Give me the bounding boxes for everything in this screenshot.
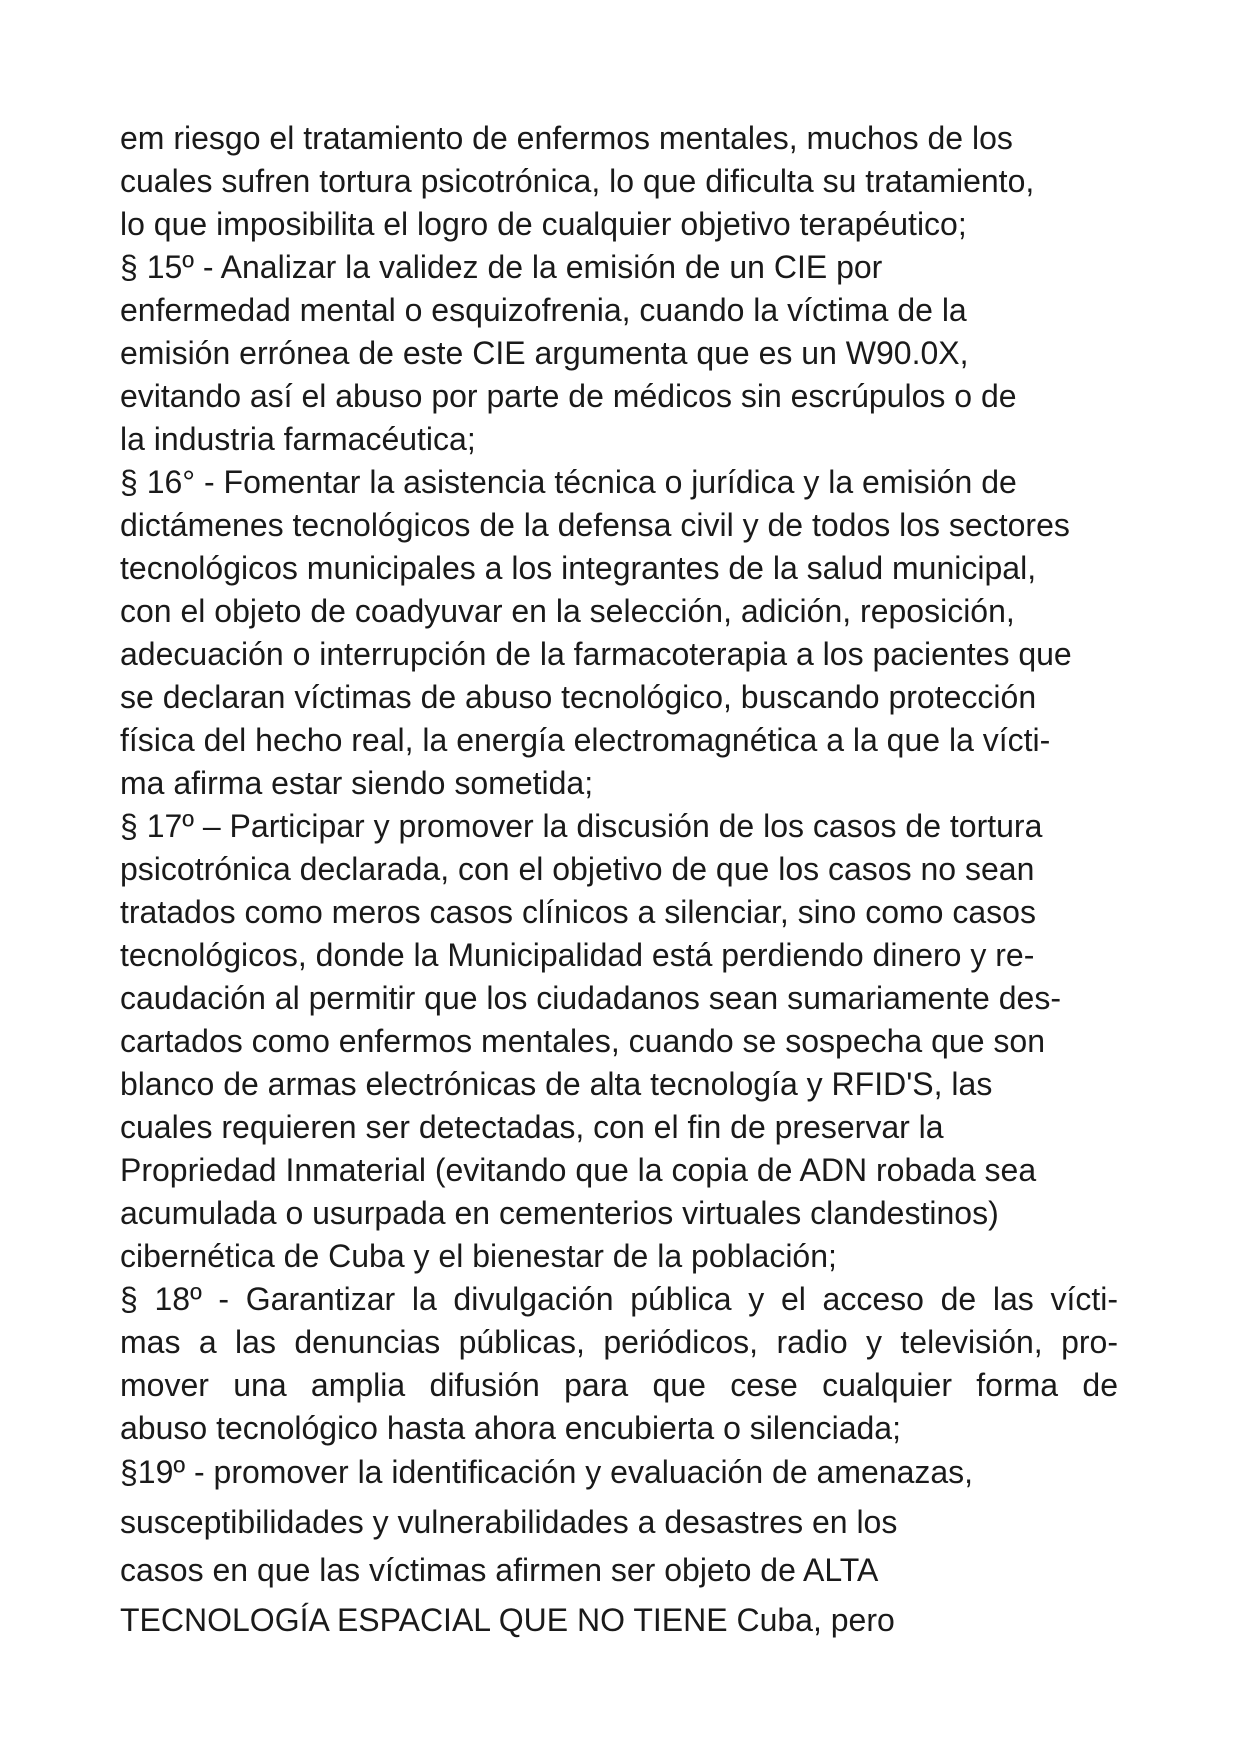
section-19-heading: §19º - promover la identificación y evaluación de amenazas, <box>120 1454 974 1490</box>
text-line: física del hecho real, la energía electromagnética a la que la vícti- <box>120 722 1051 758</box>
text-line: abuso tecnológico hasta ahora encubierta o silenciada; <box>120 1410 901 1446</box>
text-line: tecnológicos municipales a los integrantes de la salud municipal, <box>120 550 1037 586</box>
text-line: TECNOLOGÍA ESPACIAL QUE NO TIENE Cuba, pero <box>120 1602 895 1638</box>
text-line: casos en que las víctimas afirmen ser objeto de ALTA <box>120 1552 879 1588</box>
section-17-heading: § 17º – Participar y promover la discusión de los casos de tortura <box>120 808 1043 844</box>
text-line: con el objeto de coadyuvar en la selección, adición, reposición, <box>120 593 1015 629</box>
text-line: se declaran víctimas de abuso tecnológico, buscando protección <box>120 679 1037 715</box>
text-line: susceptibilidades y vulnerabilidades a desastres en los <box>120 1504 898 1540</box>
text-line: lo que imposibilita el logro de cualquier objetivo terapéutico; <box>120 206 967 242</box>
section-16-heading: § 16° - Fomentar la asistencia técnica o jurídica y la emisión de <box>120 464 1017 500</box>
text-line: evitando así el abuso por parte de médicos sin escrúpulos o de <box>120 378 1017 414</box>
text-line: la industria farmacéutica; <box>120 421 476 457</box>
text-line: cuales requieren ser detectadas, con el fin de preservar la <box>120 1109 944 1145</box>
text-line: Propriedad Inmaterial (evitando que la copia de ADN robada sea <box>120 1152 1037 1188</box>
text-line: tecnológicos, donde la Municipalidad está perdiendo dinero y re- <box>120 937 1035 973</box>
section-18-heading: § 18º - Garantizar la divulgación pública y el acceso de las vícti- <box>120 1281 1118 1317</box>
text-line: acumulada o usurpada en cementerios virtuales clandestinos) <box>120 1195 999 1231</box>
text-line: tratados como meros casos clínicos a silenciar, sino como casos <box>120 894 1036 930</box>
section-15-heading: § 15º - Analizar la validez de la emisión de un CIE por <box>120 249 883 285</box>
text-line: ma afirma estar siendo sometida; <box>120 765 594 801</box>
text-line: cibernética de Cuba y el bienestar de la población; <box>120 1238 837 1274</box>
text-line: blanco de armas electrónicas de alta tecnología y RFID'S, las <box>120 1066 993 1102</box>
text-line: caudación al permitir que los ciudadanos sean sumariamente des- <box>120 980 1061 1016</box>
text-line: adecuación o interrupción de la farmacoterapia a los pacientes que <box>120 636 1072 672</box>
text-line: enfermedad mental o esquizofrenia, cuando la víctima de la <box>120 292 967 328</box>
text-line: cuales sufren tortura psicotrónica, lo que dificulta su tratamiento, <box>120 163 1035 199</box>
text-line: dictámenes tecnológicos de la defensa civil y de todos los sectores <box>120 507 1070 543</box>
text-line: emisión errónea de este CIE argumenta que es un W90.0X, <box>120 335 969 371</box>
text-line: em riesgo el tratamiento de enfermos mentales, muchos de los <box>120 120 1013 156</box>
text-line: psicotrónica declarada, con el objetivo de que los casos no sean <box>120 851 1035 887</box>
text-line: mover una amplia difusión para que cese cualquier forma de <box>120 1367 1118 1403</box>
text-line: cartados como enfermos mentales, cuando se sospecha que son <box>120 1023 1045 1059</box>
text-line: mas a las denuncias públicas, periódicos, radio y televisión, pro- <box>120 1324 1118 1360</box>
